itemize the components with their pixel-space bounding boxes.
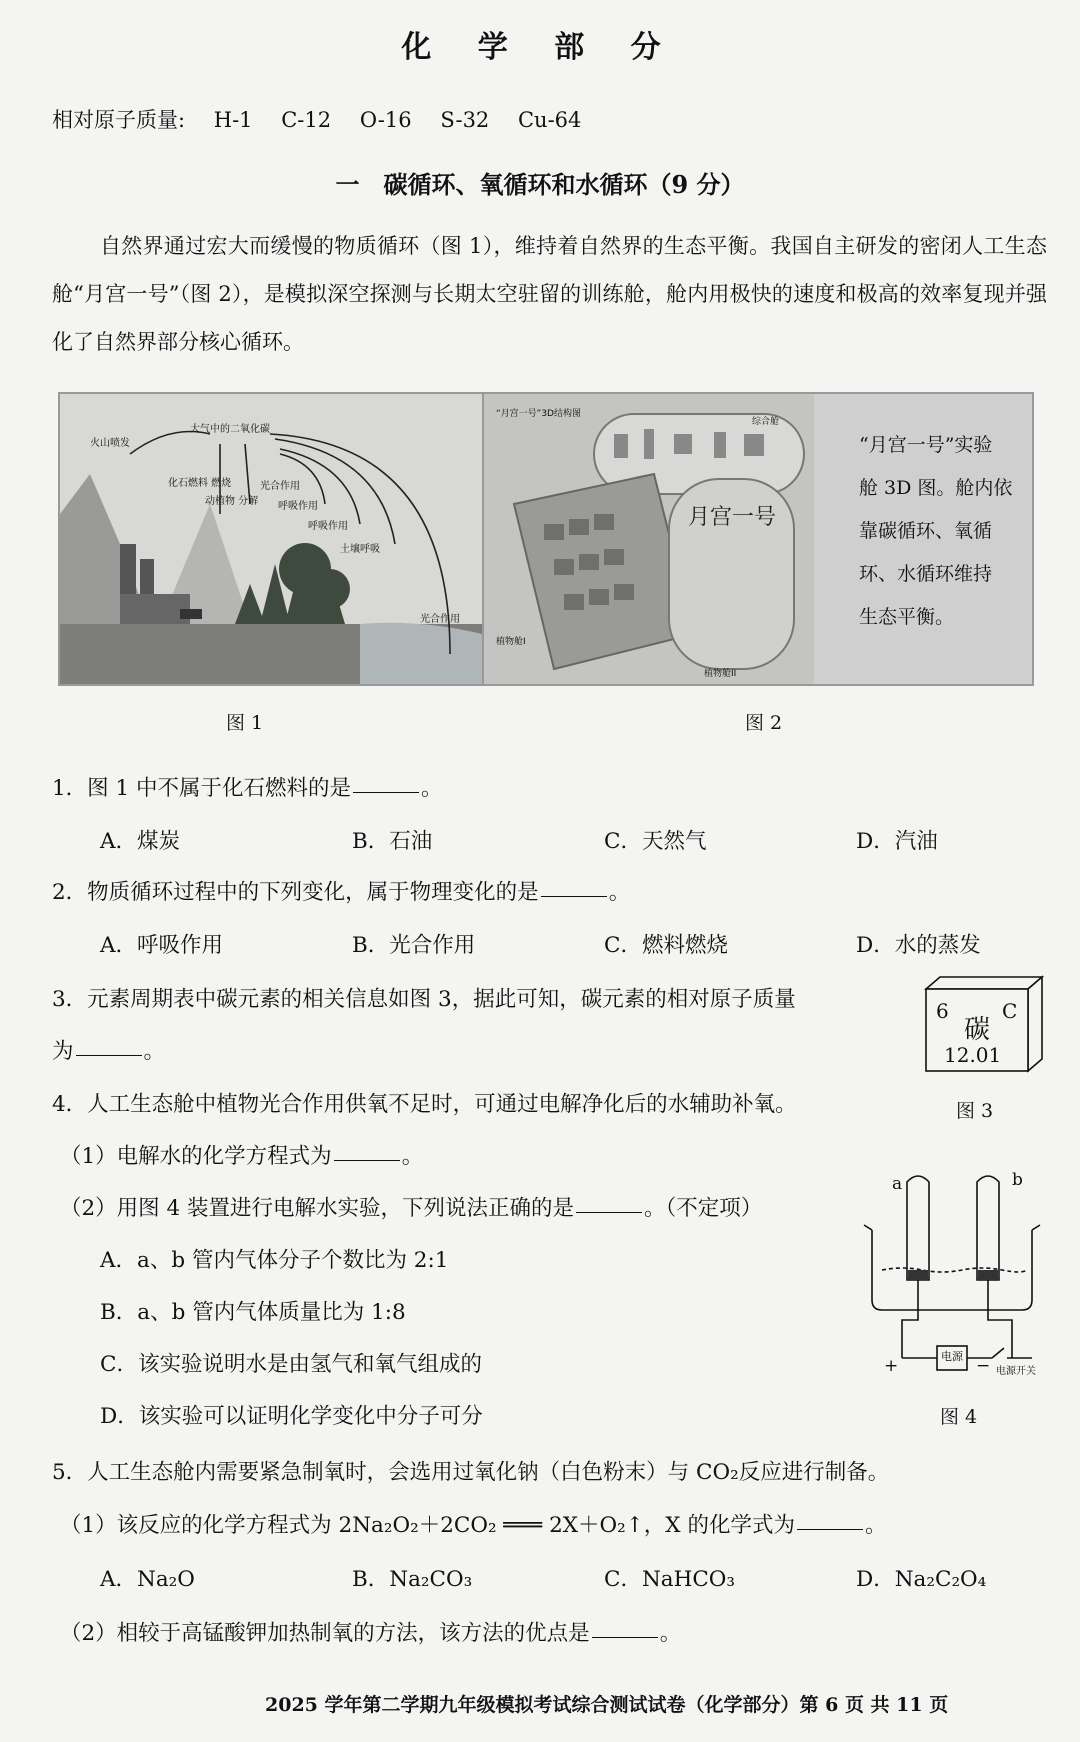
fig2-side-line: 生态平衡。 (859, 606, 955, 628)
element-mass: 12.01 (944, 1043, 1002, 1067)
q4-option-c[interactable]: C．该实验说明水是由氢气和氧气组成的 (100, 1352, 482, 1377)
q1-option-d[interactable]: D．汽油 (856, 829, 938, 854)
question-2-stem (52, 875, 630, 906)
q1-option-a[interactable]: A．煤炭 (100, 829, 181, 854)
fig1-label: 火山喷发 (90, 438, 130, 449)
figure-3-carbon-element-tile (924, 975, 1044, 1073)
fig1-label: 光合作用 (420, 614, 460, 625)
q5-option-c[interactable]: C．NaHCO₃ (604, 1567, 736, 1592)
figure-2-caption: 图 2 (745, 712, 783, 734)
atomic-masses-label: 相对原子质量: (52, 108, 186, 132)
question-4-sub-1 (60, 1139, 423, 1170)
page-footer: 2025 学年第二学期九年级模拟考试综合测试试卷（化学部分）第 6 页 共 11 页 (265, 1694, 949, 1716)
fig2-side-line: 环、水循环维持 (859, 563, 993, 585)
q3-stem-text: 为 (52, 1039, 74, 1064)
fig1-label: 化石燃料 燃烧 (168, 478, 232, 489)
q5-sub2-end: 。 (659, 1621, 682, 1646)
power-switch-label: 电源开关 (996, 1366, 1036, 1377)
q2-option-a[interactable]: A．呼吸作用 (100, 933, 224, 958)
fig1-label: 光合作用 (260, 481, 300, 492)
question-4-sub-2 (60, 1191, 762, 1222)
q1-option-b[interactable]: B．石油 (352, 829, 433, 854)
fig2-label: 植物舱II (704, 669, 737, 679)
fig2-label: “月宫一号”3D结构图 (496, 409, 581, 419)
figure-1-caption: 图 1 (226, 712, 264, 734)
fig1-label: 动植物 分解 (205, 496, 259, 507)
negative-terminal: − (976, 1356, 991, 1376)
q4-option-b[interactable]: B．a、b 管内气体质量比为 1:8 (100, 1300, 406, 1325)
q4-sub2-end: 。（不定项） (644, 1196, 763, 1221)
q1-option-c[interactable]: C．天然气 (604, 829, 707, 854)
fig2-side-line: 舱 3D 图。舱内依 (859, 477, 1013, 499)
intro-paragraph: 自然界通过宏大而缓慢的物质循环（图 1），维持着自然界的生态平衡。我国自主研发的密闭人工生态舱“月宫一号”（图 2），是模拟深空探测与长期太空驻留的训练舱，舱内用极快的速度和极高的效率复现并强化了自然界部分核心循环。 (52, 234, 1047, 354)
fig1-label: 呼吸作用 (278, 501, 318, 512)
q4-option-a[interactable]: A．a、b 管内气体分子个数比为 2:1 (100, 1248, 449, 1273)
element-name: 碳 (964, 1015, 991, 1045)
q4-sub1-end: 。 (401, 1144, 424, 1169)
q2-option-d[interactable]: D．水的蒸发 (856, 933, 981, 958)
atomic-mass-item: H-1 (213, 108, 253, 132)
fig1-label: 土壤呼吸 (340, 544, 380, 555)
question-5-sub-1 (60, 1508, 886, 1539)
question-4-stem: 4．人工生态舱中植物光合作用供氧不足时，可通过电解净化后的水辅助补氧。 (52, 1092, 797, 1117)
atomic-masses (52, 104, 603, 134)
q5-option-b[interactable]: B．Na₂CO₃ (352, 1567, 473, 1592)
atomic-mass-item: S-32 (440, 108, 490, 132)
fig2-side-line: 靠碳循环、氧循 (859, 520, 993, 542)
figure-4-electrolysis-apparatus (862, 1170, 1052, 1380)
figure-3-caption: 图 3 (956, 1100, 994, 1122)
fig2-label: 植物舱I (496, 637, 526, 647)
answer-blank[interactable] (797, 1528, 863, 1530)
q3-stem-end: 。 (143, 1039, 166, 1064)
answer-blank[interactable] (76, 1054, 142, 1056)
q5-sub1-end: 。 (864, 1513, 887, 1538)
figure-2-side-text (859, 424, 1029, 639)
figure-2-lunar-palace (482, 392, 1034, 686)
q4-option-d[interactable]: D．该实验可以证明化学变化中分子可分 (100, 1404, 483, 1429)
atomic-mass-item: C-12 (281, 108, 332, 132)
question-5-stem: 5．人工生态舱内需要紧急制氧时，会选用过氧化钠（白色粉末）与 CO₂反应进行制备。 (52, 1460, 890, 1485)
answer-blank[interactable] (576, 1211, 642, 1213)
fig2-side-line: “月宫一号”实验 (859, 434, 993, 456)
section-heading: 一 碳循环、氧循环和水循环（9 分） (335, 170, 745, 199)
tube-label-a: a (892, 1174, 903, 1194)
answer-blank[interactable] (592, 1636, 658, 1638)
question-3-line-2 (52, 1034, 165, 1065)
fig2-module-name: 月宫一号 (687, 505, 777, 530)
answer-blank[interactable] (541, 895, 607, 897)
lunar-palace-3d-illustration (484, 394, 814, 684)
q1-stem-text: 1．图 1 中不属于化石燃料的是 (52, 776, 352, 801)
fig1-label: 呼吸作用 (308, 521, 348, 532)
q5-option-a[interactable]: A．Na₂O (100, 1567, 195, 1592)
fig2-label: 综合舱 (752, 417, 780, 427)
answer-blank[interactable] (353, 791, 419, 793)
q2-stem-end: 。 (608, 880, 631, 905)
answer-blank[interactable] (334, 1159, 400, 1161)
q4-sub2-text: （2）用图 4 装置进行电解水实验，下列说法正确的是 (60, 1196, 575, 1221)
figure-4-caption: 图 4 (940, 1406, 978, 1428)
atomic-mass-item: O-16 (359, 108, 412, 132)
q4-sub1-text: （1）电解水的化学方程式为 (60, 1144, 332, 1169)
carbon-cycle-illustration (60, 394, 482, 684)
question-3-line-1: 3．元素周期表中碳元素的相关信息如图 3，据此可知，碳元素的相对原子质量 (52, 987, 796, 1012)
element-number: 6 (936, 999, 949, 1023)
q2-stem-text: 2．物质循环过程中的下列变化，属于物理变化的是 (52, 880, 539, 905)
q1-stem-end: 。 (421, 776, 443, 801)
question-1-stem (52, 771, 443, 802)
element-symbol: C (1002, 999, 1018, 1023)
page-title: 化 学 部 分 (401, 30, 679, 65)
q5-sub1-text: （1）该反应的化学方程式为 2Na₂O₂＋2CO₂ ═══ 2X＋O₂↑，X 的化学式为 (60, 1513, 795, 1538)
tube-label-b: b (1012, 1170, 1023, 1190)
figure-1-carbon-cycle (58, 392, 484, 686)
q5-sub2-text: （2）相较于高锰酸钾加热制氧的方法，该方法的优点是 (60, 1621, 590, 1646)
power-source-label: 电源 (941, 1350, 963, 1363)
positive-terminal: + (884, 1356, 899, 1376)
q2-option-b[interactable]: B．光合作用 (352, 933, 476, 958)
fig1-label: 大气中的二氧化碳 (190, 424, 270, 435)
q5-option-d[interactable]: D．Na₂C₂O₄ (856, 1567, 987, 1592)
atomic-mass-item: Cu-64 (517, 108, 582, 132)
q2-option-c[interactable]: C．燃料燃烧 (604, 933, 728, 958)
question-5-sub-2 (60, 1616, 681, 1647)
